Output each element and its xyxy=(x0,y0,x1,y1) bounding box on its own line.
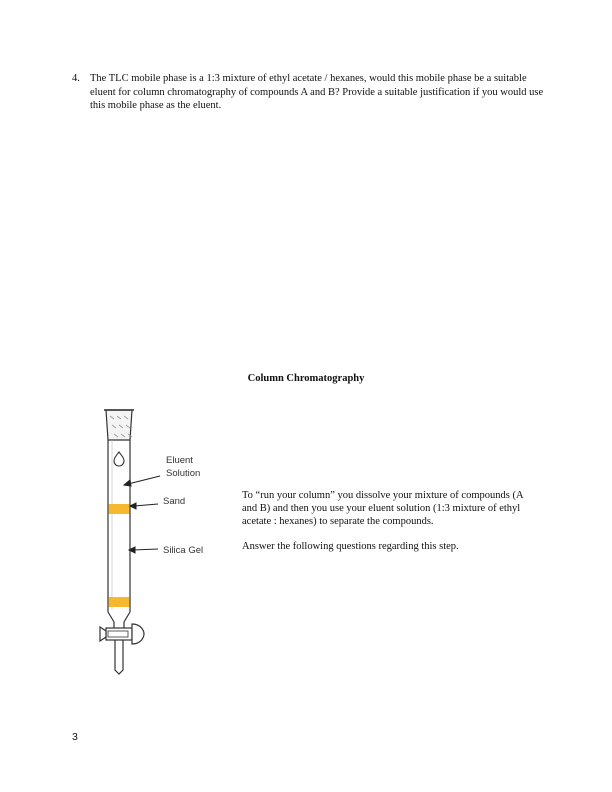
droplet-icon xyxy=(114,452,124,466)
silica-gel-label: Silica Gel xyxy=(163,545,204,556)
column-taper xyxy=(108,612,130,628)
ground-glass-joint xyxy=(104,410,134,440)
page-number: 3 xyxy=(72,731,78,743)
stopcock xyxy=(100,624,144,644)
sand-band-top xyxy=(109,504,130,514)
instructions-prompt: Answer the following questions regarding this step. xyxy=(242,541,459,552)
outlet-tip xyxy=(115,640,123,674)
section-heading: Column Chromatography xyxy=(247,373,365,384)
sand-band-bottom xyxy=(109,597,130,607)
eluent-label-line2: Solution xyxy=(166,468,201,479)
instructions-paragraph: To “run your column” you dissolve your mixture of compounds (A and B) and then you use your eluent solution (1:3 mixture of ethyl acetate : hexanes) to separate the compounds. xyxy=(242,490,523,527)
column-chromatography-diagram xyxy=(90,400,230,680)
sand-label: Sand xyxy=(163,496,186,507)
eluent-label-line1: Eluent xyxy=(166,455,193,466)
question-number: 4. xyxy=(72,73,80,84)
question-text: The TLC mobile phase is a 1:3 mixture of ethyl acetate / hexanes, would this mobile phase be a suitable eluent for column chromatography of compounds A and B? Provide a suitable justification if you would use this mobile phase as the eluent. xyxy=(90,73,544,111)
label-arrows xyxy=(124,476,160,553)
